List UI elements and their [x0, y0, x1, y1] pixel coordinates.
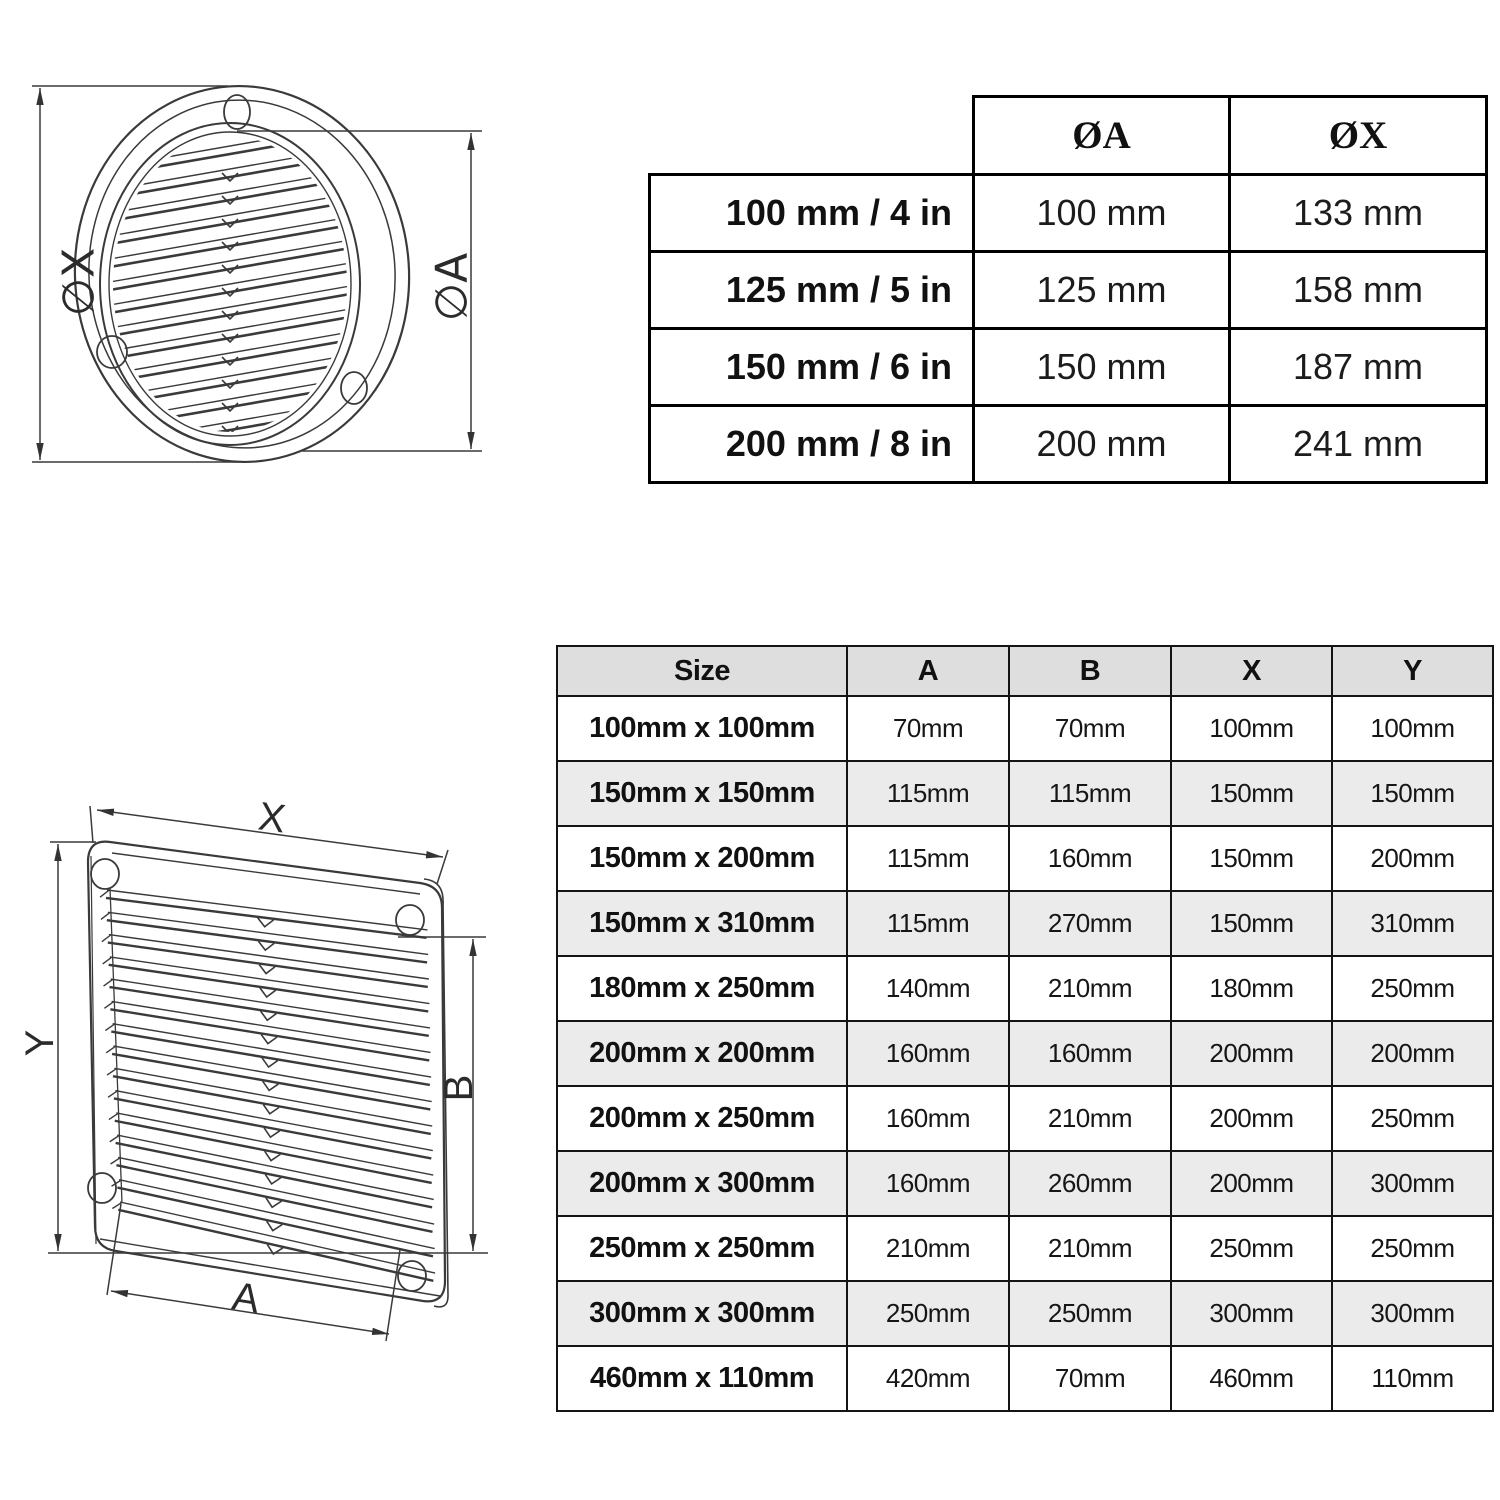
- size-label-cell: 125 mm / 5 in: [650, 252, 974, 329]
- value-cell: 150mm: [1332, 761, 1493, 826]
- value-cell: 115mm: [847, 761, 1009, 826]
- square-louvers: [99, 888, 435, 1290]
- column-header-diameter-a: ØA: [974, 97, 1230, 175]
- size-cell: 150mm x 200mm: [557, 826, 847, 891]
- table-row: [557, 1086, 1493, 1151]
- value-cell: 300mm: [1332, 1151, 1493, 1216]
- value-cell: 70mm: [1009, 1346, 1171, 1411]
- value-cell: 200mm: [1171, 1086, 1332, 1151]
- value-cell: 150mm: [1171, 891, 1332, 956]
- value-cell: 115mm: [847, 826, 1009, 891]
- table-row: [650, 406, 1487, 483]
- round-grille-flange: [62, 75, 421, 473]
- size-cell: 250mm x 250mm: [557, 1216, 847, 1281]
- size-cell: 100mm x 100mm: [557, 696, 847, 761]
- value-cell: 210mm: [1009, 956, 1171, 1021]
- table-row: [650, 252, 1487, 329]
- size-label-cell: 150 mm / 6 in: [650, 329, 974, 406]
- value-cell: 210mm: [847, 1216, 1009, 1281]
- value-cell: 241 mm: [1230, 406, 1487, 483]
- value-cell: 150mm: [1171, 761, 1332, 826]
- value-cell: 150 mm: [974, 329, 1230, 406]
- size-label-cell: 100 mm / 4 in: [650, 175, 974, 252]
- dimension-label-y: Y: [18, 1029, 62, 1057]
- value-cell: 150mm: [1171, 826, 1332, 891]
- value-cell: 200mm: [1332, 826, 1493, 891]
- value-cell: 200mm: [1332, 1021, 1493, 1086]
- value-cell: 160mm: [847, 1086, 1009, 1151]
- value-cell: 250mm: [1332, 1086, 1493, 1151]
- square-vent-size-table: [556, 645, 1494, 1412]
- value-cell: 250mm: [1171, 1216, 1332, 1281]
- round-louvers: [104, 124, 356, 457]
- empty-corner-cell: [650, 97, 974, 175]
- size-cell: 200mm x 300mm: [557, 1151, 847, 1216]
- column-header-diameter-x: ØX: [1230, 97, 1487, 175]
- table-row: [557, 761, 1493, 826]
- table-row: [557, 696, 1493, 761]
- size-cell: 200mm x 200mm: [557, 1021, 847, 1086]
- dimension-label-inner: ∅A: [426, 252, 478, 322]
- size-cell: 180mm x 250mm: [557, 956, 847, 1021]
- table-header-row: [650, 97, 1487, 175]
- size-cell: 150mm x 310mm: [557, 891, 847, 956]
- value-cell: 115mm: [1009, 761, 1171, 826]
- size-cell: 150mm x 150mm: [557, 761, 847, 826]
- table-row: [557, 1021, 1493, 1086]
- value-cell: 70mm: [1009, 696, 1171, 761]
- value-cell: 160mm: [847, 1151, 1009, 1216]
- size-cell: 200mm x 250mm: [557, 1086, 847, 1151]
- value-cell: 187 mm: [1230, 329, 1487, 406]
- column-header-x: X: [1171, 646, 1332, 696]
- value-cell: 420mm: [847, 1346, 1009, 1411]
- value-cell: 180mm: [1171, 956, 1332, 1021]
- size-cell: 460mm x 110mm: [557, 1346, 847, 1411]
- value-cell: 158 mm: [1230, 252, 1487, 329]
- square-grille-diagram: [20, 770, 520, 1360]
- column-header-a: A: [847, 646, 1009, 696]
- table-row: [557, 1346, 1493, 1411]
- value-cell: 110mm: [1332, 1346, 1493, 1411]
- table-row: [557, 826, 1493, 891]
- value-cell: 133 mm: [1230, 175, 1487, 252]
- table-row: [650, 329, 1487, 406]
- value-cell: 200mm: [1171, 1151, 1332, 1216]
- table-row: [557, 1281, 1493, 1346]
- value-cell: 310mm: [1332, 891, 1493, 956]
- column-header-size: Size: [557, 646, 847, 696]
- value-cell: 250mm: [1009, 1281, 1171, 1346]
- value-cell: 140mm: [847, 956, 1009, 1021]
- value-cell: 210mm: [1009, 1216, 1171, 1281]
- value-cell: 210mm: [1009, 1086, 1171, 1151]
- round-grille-screw-holes: [97, 95, 367, 404]
- value-cell: 200mm: [1171, 1021, 1332, 1086]
- dimension-label-x: X: [255, 794, 289, 842]
- size-cell: 300mm x 300mm: [557, 1281, 847, 1346]
- value-cell: 160mm: [1009, 826, 1171, 891]
- dimension-label-a: A: [229, 1274, 263, 1322]
- value-cell: 100mm: [1171, 696, 1332, 761]
- column-header-b: B: [1009, 646, 1171, 696]
- table-row: [557, 1216, 1493, 1281]
- value-cell: 125 mm: [974, 252, 1230, 329]
- size-label-cell: 200 mm / 8 in: [650, 406, 974, 483]
- table-row: [650, 175, 1487, 252]
- value-cell: 70mm: [847, 696, 1009, 761]
- value-cell: 100 mm: [974, 175, 1230, 252]
- value-cell: 460mm: [1171, 1346, 1332, 1411]
- table-row: [557, 1151, 1493, 1216]
- value-cell: 200 mm: [974, 406, 1230, 483]
- dimension-label-outer: ∅X: [53, 247, 105, 317]
- value-cell: 115mm: [847, 891, 1009, 956]
- value-cell: 250mm: [847, 1281, 1009, 1346]
- value-cell: 250mm: [1332, 956, 1493, 1021]
- round-grille-louver-disc: [100, 123, 360, 457]
- value-cell: 300mm: [1332, 1281, 1493, 1346]
- table-header-row: [557, 646, 1493, 696]
- value-cell: 270mm: [1009, 891, 1171, 956]
- value-cell: 160mm: [1009, 1021, 1171, 1086]
- column-header-y: Y: [1332, 646, 1493, 696]
- value-cell: 160mm: [847, 1021, 1009, 1086]
- table-row: [557, 956, 1493, 1021]
- value-cell: 250mm: [1332, 1216, 1493, 1281]
- dimension-label-b: B: [437, 1074, 481, 1102]
- round-grille-diagram: [10, 60, 510, 500]
- value-cell: 260mm: [1009, 1151, 1171, 1216]
- round-vent-size-table: [648, 95, 1488, 484]
- value-cell: 100mm: [1332, 696, 1493, 761]
- table-row: [557, 891, 1493, 956]
- value-cell: 300mm: [1171, 1281, 1332, 1346]
- square-grille-frame: [88, 842, 448, 1307]
